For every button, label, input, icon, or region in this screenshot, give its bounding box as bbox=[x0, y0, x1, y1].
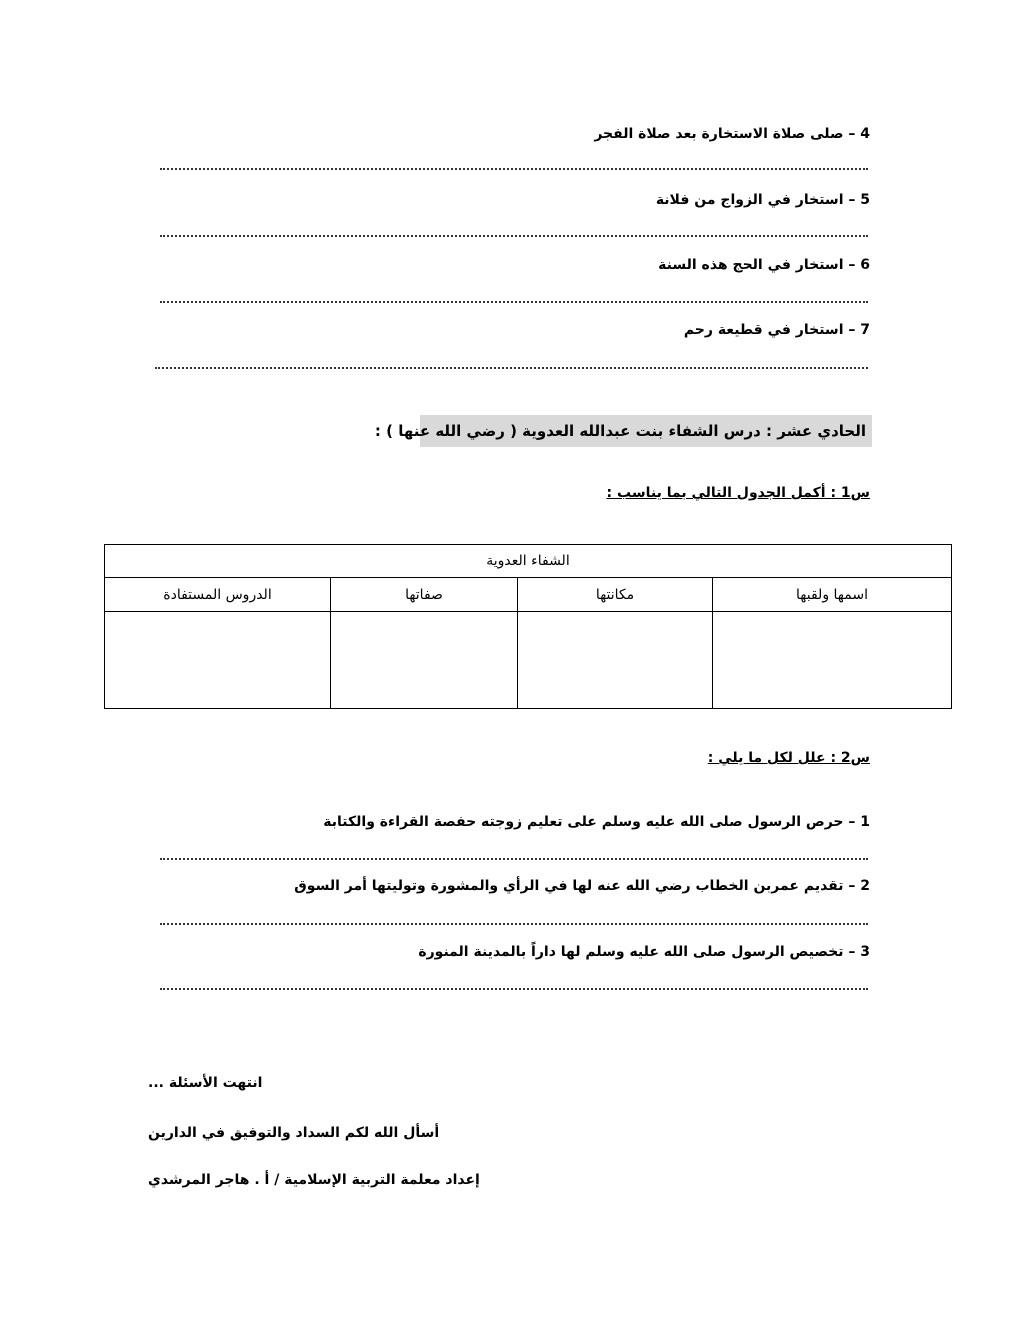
question-1: س1 : أكمل الجدول التالي بما يناسب : bbox=[606, 485, 870, 501]
question-item-6: 6 – استخار في الحج هذه السنة bbox=[658, 257, 870, 273]
table-cell[interactable] bbox=[331, 612, 518, 709]
reason-item-2: 2 – تقديم عمربن الخطاب رضي الله عنه لها في الرأي والمشورة وتوليتها أمر السوق bbox=[294, 878, 870, 894]
info-table bbox=[104, 544, 952, 709]
column-header: اسمها ولقبها bbox=[713, 578, 952, 612]
answer-line bbox=[160, 168, 868, 170]
column-header: الدروس المستفادة bbox=[105, 578, 331, 612]
column-header: مكانتها bbox=[518, 578, 713, 612]
table-cell[interactable] bbox=[105, 612, 331, 709]
answer-line bbox=[160, 235, 868, 237]
answer-line bbox=[160, 858, 868, 860]
answer-line bbox=[155, 367, 868, 369]
column-header: صفاتها bbox=[331, 578, 518, 612]
question-item-5: 5 – استخار في الزواج من فلانة bbox=[655, 192, 870, 208]
section-heading: الحادي عشر : درس الشفاء بنت عبدالله العدوية ( رضي الله عنها ) : bbox=[420, 415, 872, 447]
question-item-7: 7 – استخار في قطيعة رحم bbox=[683, 322, 870, 338]
reason-item-1: 1 – حرص الرسول صلى الله عليه وسلم على تعليم زوجته حفصة القراءة والكتابة bbox=[323, 814, 870, 830]
table-cell[interactable] bbox=[713, 612, 952, 709]
question-2: س2 : علل لكل ما يلي : bbox=[707, 750, 870, 766]
end-note: انتهت الأسئلة ... bbox=[148, 1075, 263, 1091]
table-title: الشفاء العدوية bbox=[105, 545, 952, 578]
author-credit: إعداد معلمة التربية الإسلامية / أ . هاجر المرشدي bbox=[148, 1172, 480, 1188]
answer-line bbox=[160, 988, 868, 990]
question-item-4: 4 – صلى صلاة الاستخارة بعد صلاة الفجر bbox=[594, 126, 870, 142]
table-cell[interactable] bbox=[518, 612, 713, 709]
blessing-note: أسأل الله لكم السداد والتوفيق في الدارين bbox=[148, 1125, 440, 1141]
answer-line bbox=[160, 923, 868, 925]
reason-item-3: 3 – تخصيص الرسول صلى الله عليه وسلم لها داراً بالمدينة المنورة bbox=[418, 944, 870, 960]
answer-line bbox=[160, 301, 868, 303]
